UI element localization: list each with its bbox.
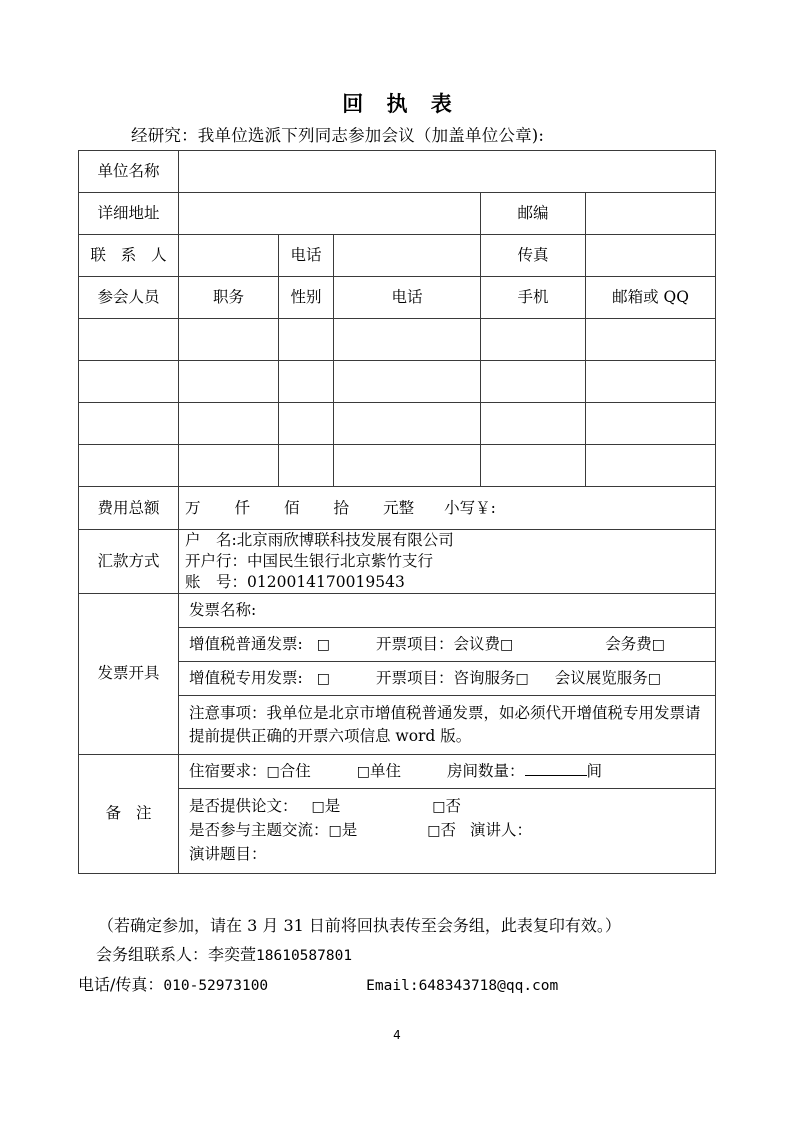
page-title: 回 执 表 <box>342 91 460 116</box>
attendee-position-input[interactable] <box>179 403 279 445</box>
fax-label: 传真 <box>481 235 586 277</box>
invoice-item-label: 开票项目： <box>375 634 454 653</box>
attendee-phone-input[interactable] <box>334 403 481 445</box>
attendee-position-input[interactable] <box>179 361 279 403</box>
bank-key: 开户行： <box>185 551 248 570</box>
invoice-notes-text: 注意事项：我单位是北京市增值税普通发票，如必须代开增值税专用发票请提前提供正确的开票六项信息 word 版。 <box>189 704 701 745</box>
page-number: 4 <box>393 1028 401 1042</box>
invoice-label: 发票开具 <box>79 593 179 754</box>
remittance-bank-line <box>185 551 709 572</box>
item-consulting-label: 咨询服务 <box>453 668 516 687</box>
fee-total-label: 费用总额 <box>79 487 179 530</box>
footer-email-value: 648343718@qq.com <box>418 977 559 994</box>
bank-value: 中国民生银行北京紫竹支行 <box>247 551 434 570</box>
paper-yes-checkbox[interactable]: □ <box>311 799 325 816</box>
lodging-row <box>179 755 715 789</box>
fee-unit-shi: 拾 <box>333 498 350 517</box>
forum-no-label: 否 <box>440 820 457 839</box>
lodging-label: 住宿要求： <box>189 761 267 780</box>
attendee-mobile-input[interactable] <box>481 403 586 445</box>
remarks-label: 备 注 <box>79 754 179 873</box>
room-unit-label: 间 <box>586 761 603 780</box>
address-input[interactable] <box>179 193 481 235</box>
table-row <box>79 445 716 487</box>
fee-unit-bai: 佰 <box>284 498 300 517</box>
footer-contact-name: 李奕萱 <box>208 945 257 964</box>
fee-unit-qian: 仟 <box>234 498 251 517</box>
item-service-fee-label: 会务费 <box>605 634 652 653</box>
remarks-details <box>179 754 716 873</box>
contact-phone-label: 电话 <box>279 235 334 277</box>
col-header-gender: 性别 <box>279 277 334 319</box>
table-row-contact <box>79 235 716 277</box>
attendee-mobile-input[interactable] <box>481 445 586 487</box>
invoice-vat-special-row <box>179 661 715 695</box>
table-row-invoice <box>79 593 716 754</box>
account-no-value: 0120014170019543 <box>247 572 405 591</box>
footer-contact-label: 会务组联系人： <box>96 945 209 964</box>
footer-contact-line <box>78 947 728 964</box>
item-exhibition-checkbox[interactable]: □ <box>647 670 661 687</box>
paper-label: 是否提供论文： <box>189 797 298 816</box>
attendee-email-input[interactable] <box>586 319 716 361</box>
org-name-input[interactable] <box>179 151 716 193</box>
remarks-questions-field <box>179 788 715 873</box>
item-exhibition-label: 会议展览服务 <box>554 668 648 687</box>
attendee-phone-input[interactable] <box>334 319 481 361</box>
col-header-email-qq: 邮箱或 QQ <box>586 277 716 319</box>
lodging-shared-label: 合住 <box>279 761 311 780</box>
invoice-vat-special-field <box>179 661 715 695</box>
lodging-field <box>179 755 715 789</box>
contact-phone-input[interactable] <box>334 235 481 277</box>
org-name-label: 单位名称 <box>79 151 179 193</box>
table-row <box>79 361 716 403</box>
col-header-phone: 电话 <box>334 277 481 319</box>
room-count-label: 房间数量： <box>447 761 525 780</box>
account-no-key: 账 号： <box>185 572 248 591</box>
forum-yes-label: 是 <box>341 820 358 839</box>
attendee-phone-input[interactable] <box>334 445 481 487</box>
table-row <box>79 403 716 445</box>
remittance-label: 汇款方式 <box>79 530 179 594</box>
footer-contact-phone: 18610587801 <box>256 948 353 964</box>
invoice-name-label: 发票名称: <box>189 600 257 619</box>
fee-unit-wan: 万 <box>185 498 201 517</box>
paper-question-line <box>189 795 715 819</box>
forum-label: 是否参与主题交流： <box>189 820 329 839</box>
invoice-name-field[interactable] <box>179 594 715 628</box>
attendee-mobile-input[interactable] <box>481 319 586 361</box>
postcode-label: 邮编 <box>481 193 586 235</box>
lodging-shared-checkbox[interactable]: □ <box>266 763 280 780</box>
fax-input[interactable] <box>586 235 716 277</box>
invoice-notes-row <box>179 695 715 754</box>
remarks-questions-row <box>179 788 715 873</box>
table-row-fee-total <box>79 487 716 530</box>
invoice-details <box>179 593 716 754</box>
topic-label: 演讲题目： <box>189 844 267 863</box>
forum-no-checkbox[interactable]: □ <box>427 822 441 839</box>
contact-label: 联 系 人 <box>79 235 179 277</box>
attendee-gender-input[interactable] <box>279 403 334 445</box>
document-subtitle: 经研究：我单位选派下列同志参加会议（加盖单位公章): <box>131 126 545 145</box>
remarks-subtable <box>179 755 715 873</box>
col-header-mobile: 手机 <box>481 277 586 319</box>
account-name-value: 北京雨欣博联科技发展有限公司 <box>236 531 454 549</box>
footer-block <box>78 918 728 1006</box>
forum-yes-checkbox[interactable]: □ <box>328 822 342 839</box>
attendee-email-input[interactable] <box>586 361 716 403</box>
vat-general-checkbox[interactable]: □ <box>316 636 330 653</box>
remittance-details <box>179 530 716 594</box>
paper-yes-label: 是 <box>324 797 341 816</box>
room-count-input[interactable] <box>525 761 587 776</box>
account-name-key: 户 名: <box>185 531 237 549</box>
item-meeting-fee-label: 会议费 <box>453 634 500 653</box>
attendees-label: 参会人员 <box>79 277 179 319</box>
attendee-gender-input[interactable] <box>279 319 334 361</box>
attendee-name-input[interactable] <box>79 361 179 403</box>
invoice-vat-general-row <box>179 627 715 661</box>
remittance-account-name-line <box>185 530 709 551</box>
table-row-org-name <box>79 151 716 193</box>
attendee-name-input[interactable] <box>79 403 179 445</box>
item-consulting-checkbox[interactable]: □ <box>515 670 529 687</box>
attendee-gender-input[interactable] <box>279 445 334 487</box>
col-header-position: 职务 <box>179 277 279 319</box>
table-row-address <box>79 193 716 235</box>
invoice-vat-general-field <box>179 627 715 661</box>
registration-form-table <box>78 150 716 874</box>
table-row-remittance <box>79 530 716 594</box>
footer-note: （若确定参加，请在 3 月 31 日前将回执表传至会务组，此表复印有效。） <box>98 916 621 935</box>
contact-name-input[interactable] <box>179 235 279 277</box>
vat-special-label: 增值税专用发票: <box>189 668 303 687</box>
item-service-fee-checkbox[interactable]: □ <box>651 636 665 653</box>
fee-total-amount-input[interactable] <box>179 487 716 530</box>
attendee-email-input[interactable] <box>586 445 716 487</box>
attendee-position-input[interactable] <box>179 319 279 361</box>
speaker-label: 演讲人： <box>470 820 533 839</box>
attendee-name-input[interactable] <box>79 445 179 487</box>
item-meeting-fee-checkbox[interactable]: □ <box>500 636 514 653</box>
topic-line[interactable] <box>189 843 715 867</box>
remittance-account-no-line <box>185 572 709 593</box>
footer-telfax-label: 电话/传真： <box>78 974 164 994</box>
attendee-position-input[interactable] <box>179 445 279 487</box>
table-row-remarks <box>79 754 716 873</box>
footer-telfax-line <box>78 974 728 994</box>
address-label: 详细地址 <box>79 193 179 235</box>
table-row-attendee-header <box>79 277 716 319</box>
footer-email-label: Email: <box>366 977 419 994</box>
attendee-mobile-input[interactable] <box>481 361 586 403</box>
attendee-email-input[interactable] <box>586 403 716 445</box>
invoice-subtable <box>179 594 715 754</box>
attendee-gender-input[interactable] <box>279 361 334 403</box>
paper-no-label: 否 <box>445 797 462 816</box>
fee-lowercase-label: 小写￥: <box>444 498 496 517</box>
attendee-name-input[interactable] <box>79 319 179 361</box>
paper-no-checkbox[interactable]: □ <box>432 799 446 816</box>
footer-telfax-value: 010-52973100 <box>163 977 269 994</box>
forum-question-line <box>189 819 715 843</box>
table-row <box>79 319 716 361</box>
invoice-name-row <box>179 594 715 628</box>
lodging-single-checkbox[interactable]: □ <box>356 763 370 780</box>
lodging-single-label: 单住 <box>370 761 402 780</box>
postcode-input[interactable] <box>586 193 716 235</box>
vat-special-checkbox[interactable]: □ <box>316 670 330 687</box>
attendee-phone-input[interactable] <box>334 361 481 403</box>
vat-general-label: 增值税普通发票: <box>189 634 303 653</box>
fee-unit-yuan: 元整 <box>383 498 415 517</box>
invoice-item-label-2: 开票项目： <box>375 668 454 687</box>
